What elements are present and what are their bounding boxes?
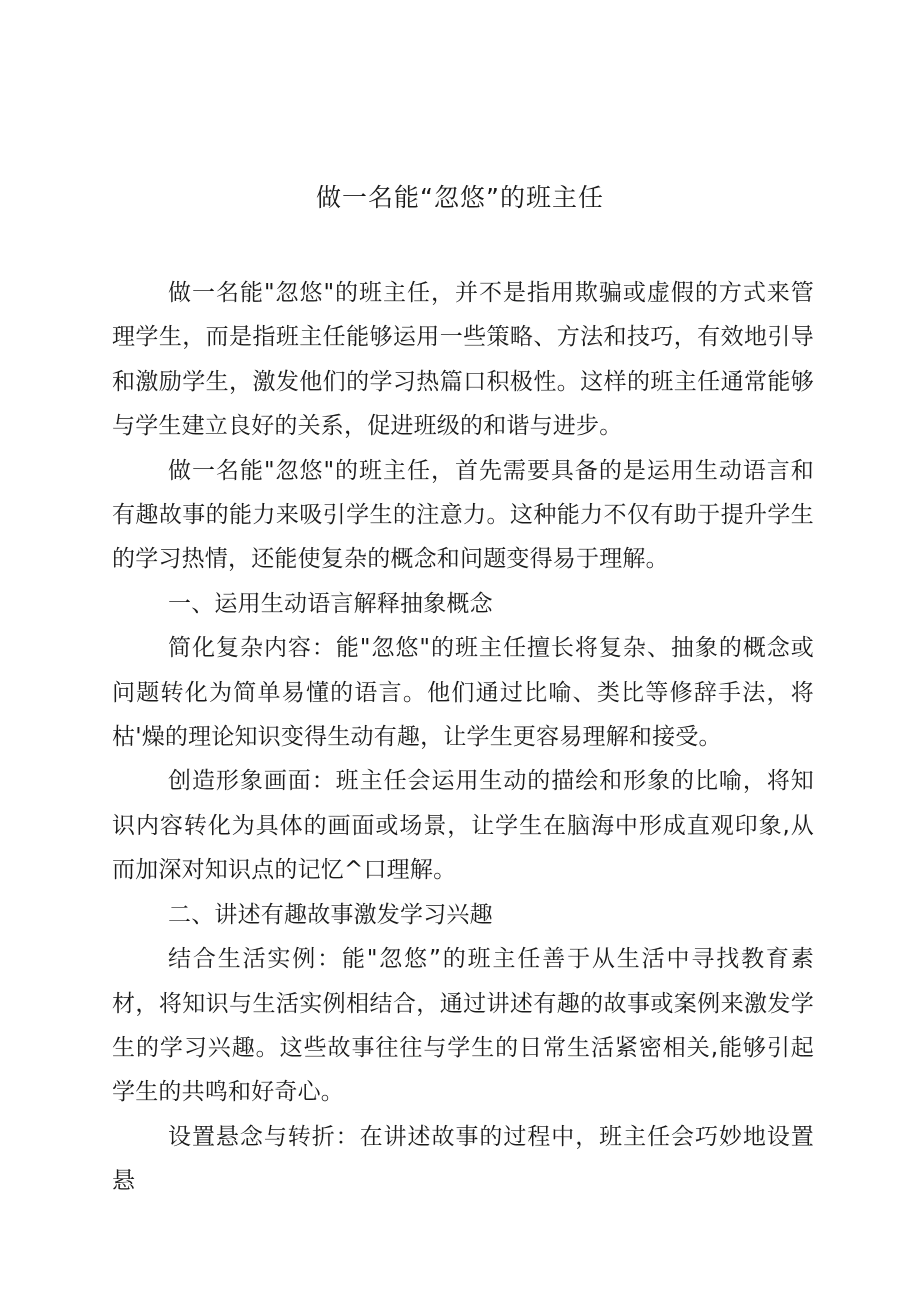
paragraph-life-examples: 结合生活实例：能"忽悠”的班主任善于从生活中寻找教育素材，将知识与生活实例相结合，通过讲述有趣的故事或案例来激发学生的学习兴趣。这些故事往往与学生的日常生活紧密相关,能够引起学生的共鸣和好奇心。	[112, 946, 814, 1106]
paragraph-overview: 做一名能"忽悠"的班主任，首先需要具备的是运用生动语言和有趣故事的能力来吸引学生的注意力。这种能力不仅有助于提升学生的学习热情，还能使复杂的概念和问题变得易于理解。	[112, 457, 814, 573]
paragraph-suspense: 设置悬念与转折：在讲述故事的过程中，班主任会巧妙地设置悬	[112, 1123, 814, 1195]
paragraph-imagery: 创造形象画面：班主任会运用生动的描绘和形象的比喻，将知识内容转化为具体的画面或场景，让学生在脑海中形成直观印象,从而加深对知识点的记忆^口理解。	[112, 768, 814, 884]
section-heading-1: 一、运用生动语言解释抽象概念	[168, 590, 493, 617]
document-title: 做一名能“忽悠”的班主任	[316, 183, 604, 212]
document-body	[112, 271, 814, 1204]
paragraph-intro: 做一名能"忽悠"的班主任，并不是指用欺骗或虚假的方式来管理学生，而是指班主任能够运用一些策略、方法和技巧，有效地引导和激励学生，激发他们的学习热篇口积极性。这样的班主任通常能够与学生建立良好的关系，促进班级的和谐与进步。	[112, 280, 814, 440]
section-heading-2: 二、讲述有趣故事激发学习兴趣	[168, 901, 493, 928]
paragraph-simplify: 简化复杂内容：能"忽悠"的班主任擅长将复杂、抽象的概念或问题转化为简单易懂的语言。他们通过比喻、类比等修辞手法，将枯'燥的理论知识变得生动有趣，让学生更容易理解和接受。	[112, 635, 814, 751]
